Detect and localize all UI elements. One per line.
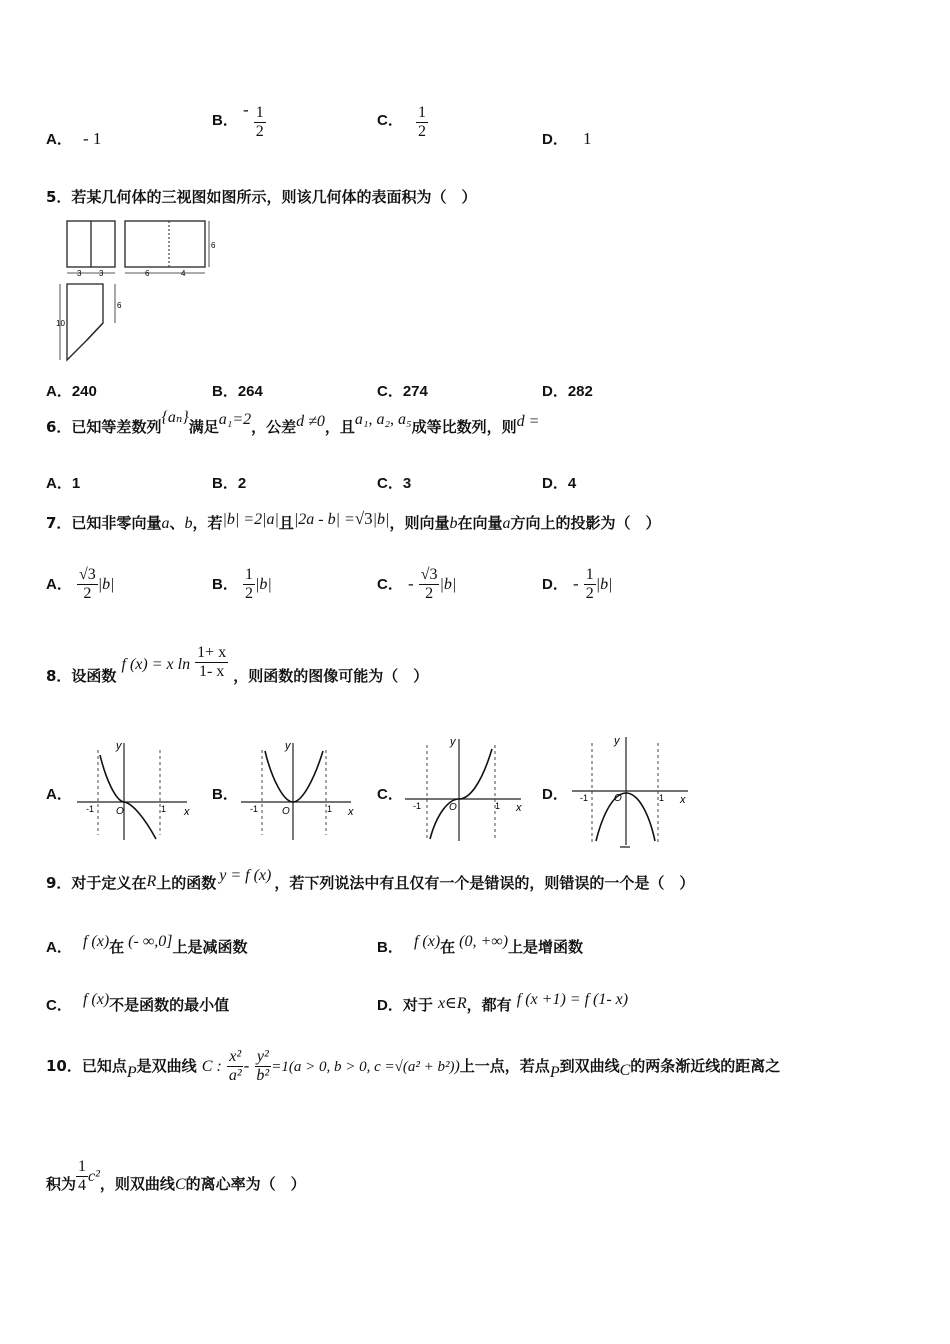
tick-pos1: 1 <box>659 793 665 803</box>
q8-text-1: 8．设函数 <box>46 667 117 685</box>
option-value: 1 <box>582 129 592 148</box>
q8-function: f (x) = x ln <box>121 656 191 673</box>
option-label: B． <box>212 112 238 129</box>
dim-side-h: 6 <box>211 241 216 250</box>
q9-option-c <box>46 988 230 1014</box>
fraction-denominator: 4 <box>78 1177 87 1194</box>
option-value: 1 <box>71 475 81 492</box>
q6-text-2: 满足 <box>188 418 219 436</box>
option-tail: 上是增函数 <box>508 938 584 956</box>
q6-stem <box>46 409 540 437</box>
curve-right <box>124 802 156 839</box>
q8-option-b-label: B． <box>212 786 238 803</box>
q7-cond2a: |2a - b| = <box>293 511 355 528</box>
fraction-denominator: 2 <box>255 123 264 140</box>
option-label: C． <box>377 112 403 129</box>
fraction-numerator: 1 <box>255 104 264 121</box>
origin-label: O <box>116 806 124 817</box>
q10-text-5: 的两条渐近线的距离之 <box>630 1057 781 1075</box>
option-interval: (0, +∞) <box>459 933 509 950</box>
fraction-numerator: y² <box>256 1048 269 1065</box>
q9-option-d <box>377 988 629 1014</box>
fraction <box>416 104 428 141</box>
fraction-numerator: 1 <box>244 566 253 583</box>
q5-option-d <box>542 380 593 401</box>
option-label: D． <box>377 997 403 1014</box>
option-cond: x∈R <box>437 995 467 1012</box>
y-label: y <box>285 740 291 752</box>
q6-text-5: 成等比数列，则 <box>411 418 517 436</box>
q7-text-5: 在向量 <box>457 514 503 532</box>
tick-neg1: -1 <box>413 801 422 811</box>
option-label: D． <box>542 576 568 593</box>
fraction-numerator: √3 <box>420 566 438 583</box>
q10-frac-y <box>254 1048 271 1085</box>
x-label: x <box>184 806 190 818</box>
q10-eq1: C : <box>201 1058 222 1075</box>
y-label: y <box>450 736 456 748</box>
q7-text-1: 7．已知非零向量 <box>46 514 162 532</box>
option-zai: 在 <box>440 938 456 956</box>
option-label: C． <box>377 475 403 492</box>
option-label: D． <box>542 131 568 148</box>
q8-option-c-label: C． <box>377 786 403 803</box>
q5-option-c <box>377 380 428 401</box>
x-label: x <box>680 794 686 806</box>
q7-text-2: ，若 <box>192 514 223 532</box>
q6-d: d ≠0 <box>296 413 325 430</box>
q6-seq: {aₙ} <box>161 409 189 426</box>
option-sign: - <box>407 574 414 593</box>
vector-magnitude: |b| <box>254 576 272 593</box>
q4-option-a <box>46 128 101 149</box>
vector-magnitude: |b| <box>97 576 115 593</box>
top-view <box>67 284 103 360</box>
tick-pos1: 1 <box>161 804 167 814</box>
fraction-numerator: 1+ x <box>197 644 227 661</box>
option-sign: - <box>572 574 579 593</box>
q6-option-a <box>46 472 80 493</box>
q6-ask: d = <box>516 413 540 430</box>
dim-side-w1: 6 <box>145 269 150 278</box>
q10-stem-line1 <box>46 1048 780 1085</box>
q7-vec-a-2: a <box>502 515 511 532</box>
origin-label: O <box>614 793 622 804</box>
fraction-denominator: 1- x <box>199 663 225 680</box>
fraction-denominator: 2 <box>244 585 253 602</box>
q10-frac-x <box>227 1048 244 1085</box>
q10-P-2: P <box>549 1064 560 1081</box>
option-eq: f (x +1) = f (1- x) <box>516 991 629 1008</box>
q7-option-b <box>212 566 272 603</box>
q4-option-c <box>377 104 428 141</box>
tick-pos1: 1 <box>495 801 501 811</box>
option-pre: 对于 <box>402 996 433 1014</box>
q8-fraction <box>195 644 228 681</box>
option-mid: ，都有 <box>466 996 512 1014</box>
fraction <box>254 104 266 141</box>
q9-text-1: 9．对于定义在 <box>46 874 147 892</box>
dim-side-w2: 4 <box>181 269 186 278</box>
q8-stem <box>46 644 429 687</box>
q7-text-6: 方向上的投影为（ ） <box>510 514 661 532</box>
dim-front-w2: 3 <box>99 269 104 278</box>
option-value: - 1 <box>82 129 102 148</box>
q9-option-a <box>46 930 248 956</box>
y-label: y <box>614 735 620 747</box>
option-label: A． <box>46 383 72 400</box>
option-label: B． <box>212 475 238 492</box>
q4-option-b <box>212 100 266 141</box>
q7-cond2c: |b| <box>372 511 390 528</box>
option-label: C． <box>377 383 403 400</box>
x-label: x <box>516 802 522 814</box>
tick-pos1: 1 <box>327 804 333 814</box>
fraction-denominator: a² <box>228 1067 242 1084</box>
q10-text-4: 到双曲线 <box>559 1057 620 1075</box>
fraction <box>584 566 596 603</box>
option-sign: - <box>242 100 249 119</box>
q9-text-2: 上的函数 <box>156 874 217 892</box>
option-label: A． <box>46 131 72 148</box>
option-fx: f (x) <box>82 991 110 1008</box>
q4-option-d <box>542 128 591 149</box>
q7-option-d <box>542 566 613 603</box>
q10-text-3: 上一点，若点 <box>459 1057 550 1075</box>
vector-magnitude: |b| <box>439 576 457 593</box>
q8-graph-a <box>72 735 197 845</box>
q10-text-2: 是双曲线 <box>136 1057 197 1075</box>
q10-stem-line2 <box>46 1158 306 1195</box>
q10-text-1: 10．已知点 <box>46 1057 127 1075</box>
q6-option-d <box>542 472 576 493</box>
origin-label: O <box>449 802 457 813</box>
option-value: 274 <box>402 383 428 400</box>
option-zai: 在 <box>109 938 125 956</box>
fraction-denominator: 2 <box>83 585 92 602</box>
option-label: A． <box>46 475 72 492</box>
q10-line2-end: 的离心率为（ ） <box>185 1175 306 1193</box>
q8-graph-b <box>236 735 361 845</box>
fraction-numerator: 1 <box>78 1158 87 1175</box>
y-label: y <box>116 740 122 752</box>
option-label: C． <box>46 997 72 1014</box>
option-label: A． <box>46 576 72 593</box>
fraction-numerator: x² <box>229 1048 242 1065</box>
fraction-numerator: 1 <box>417 104 426 121</box>
q10-C-2: C <box>174 1176 186 1193</box>
q7-text-4: ，则向量 <box>389 514 450 532</box>
q10-sqrt: √(a² + b²) <box>394 1059 455 1075</box>
option-label: A． <box>46 939 72 956</box>
option-value: 2 <box>237 475 247 492</box>
q8-option-d-label: D． <box>542 786 568 803</box>
curve <box>430 749 492 839</box>
q7-vec-b: b <box>184 515 193 532</box>
option-value: 3 <box>402 475 412 492</box>
option-label: D． <box>542 383 568 400</box>
option-label: B． <box>212 576 238 593</box>
option-label: B． <box>212 383 238 400</box>
three-view-diagram <box>55 218 225 366</box>
curve-left <box>100 755 124 802</box>
q10-eq2: =1(a > 0, b > 0, c = <box>271 1059 395 1075</box>
q6-text-1: 6．已知等差数列 <box>46 418 162 436</box>
q10-c2: c² <box>88 1168 100 1185</box>
option-tail: 不是函数的最小值 <box>109 996 230 1014</box>
side-view <box>125 221 205 267</box>
q5-option-b <box>212 380 263 401</box>
q8-graph-c <box>403 733 528 845</box>
q7-cond2b: √3 <box>354 509 373 528</box>
q9-text-3: ，若下列说法中有且仅有一个是错误的，则错误的一个是（ ） <box>274 874 695 892</box>
q7-sep: 、 <box>169 514 185 532</box>
q7-option-c <box>377 566 456 603</box>
q10-quarter <box>76 1158 88 1195</box>
fraction <box>243 566 255 603</box>
q10-P: P <box>126 1064 137 1081</box>
q9-R: R <box>146 873 157 890</box>
fraction-denominator: 2 <box>585 585 594 602</box>
curve <box>265 751 323 802</box>
x-label: x <box>348 806 354 818</box>
fraction <box>77 566 98 603</box>
q7-option-a <box>46 566 115 603</box>
option-label: B． <box>377 939 403 956</box>
q9-fn: y = f (x) <box>219 867 272 884</box>
q6-a1: a₁=2 <box>218 411 252 428</box>
q7-vec-b-2: b <box>449 515 458 532</box>
dim-front-w1: 3 <box>77 269 82 278</box>
q9-stem <box>46 867 695 893</box>
fraction-denominator: b² <box>256 1067 270 1084</box>
option-label: D． <box>542 475 568 492</box>
fraction-denominator: 2 <box>425 585 434 602</box>
option-label: C． <box>377 576 403 593</box>
option-value: 240 <box>71 383 97 400</box>
option-interval: (- ∞,0] <box>128 933 173 950</box>
tick-neg1: -1 <box>580 793 589 803</box>
q10-close: ) <box>454 1058 460 1075</box>
option-fx: f (x) <box>413 933 441 950</box>
q9-option-b <box>377 930 584 956</box>
q10-minus: - <box>243 1056 250 1075</box>
origin-label: O <box>282 806 290 817</box>
q10-C: C <box>619 1062 631 1079</box>
q7-cond1: |b| =2|a| <box>222 511 279 528</box>
q7-stem <box>46 509 661 533</box>
q6-option-c <box>377 472 411 493</box>
option-fx: f (x) <box>82 933 110 950</box>
q8-option-a-label: A． <box>46 786 72 803</box>
option-tail: 上是减函数 <box>172 938 248 956</box>
top-view-edge <box>87 323 103 340</box>
q8-text-2: ，则函数的图像可能为（ ） <box>233 667 429 685</box>
tick-neg1: -1 <box>250 804 259 814</box>
q8-graph-d <box>570 733 695 851</box>
q10-line2-post: ，则双曲线 <box>99 1175 175 1193</box>
vector-magnitude: |b| <box>595 576 613 593</box>
fraction-numerator: 1 <box>585 566 594 583</box>
q7-vec-a: a <box>161 515 170 532</box>
q5-stem: 5．若某几何体的三视图如图所示，则该几何体的表面积为（ ） <box>46 188 477 206</box>
option-value: 4 <box>567 475 577 492</box>
option-value: 264 <box>237 383 263 400</box>
q5-option-a <box>46 380 97 401</box>
q6-option-b <box>212 472 246 493</box>
option-value: 282 <box>567 383 593 400</box>
q6-text-3: ，公差 <box>251 418 297 436</box>
q6-terms: a₁, a₂, a₅ <box>354 411 412 428</box>
fraction-numerator: √3 <box>78 566 96 583</box>
q10-line2-pre: 积为 <box>46 1175 77 1193</box>
dim-top-h1: 10 <box>56 319 65 328</box>
tick-neg1: -1 <box>86 804 95 814</box>
q7-text-3: 且 <box>278 514 294 532</box>
dim-top-h2: 6 <box>117 301 122 310</box>
fraction-denominator: 2 <box>417 123 426 140</box>
fraction <box>419 566 440 603</box>
q6-text-4: ，且 <box>324 418 355 436</box>
